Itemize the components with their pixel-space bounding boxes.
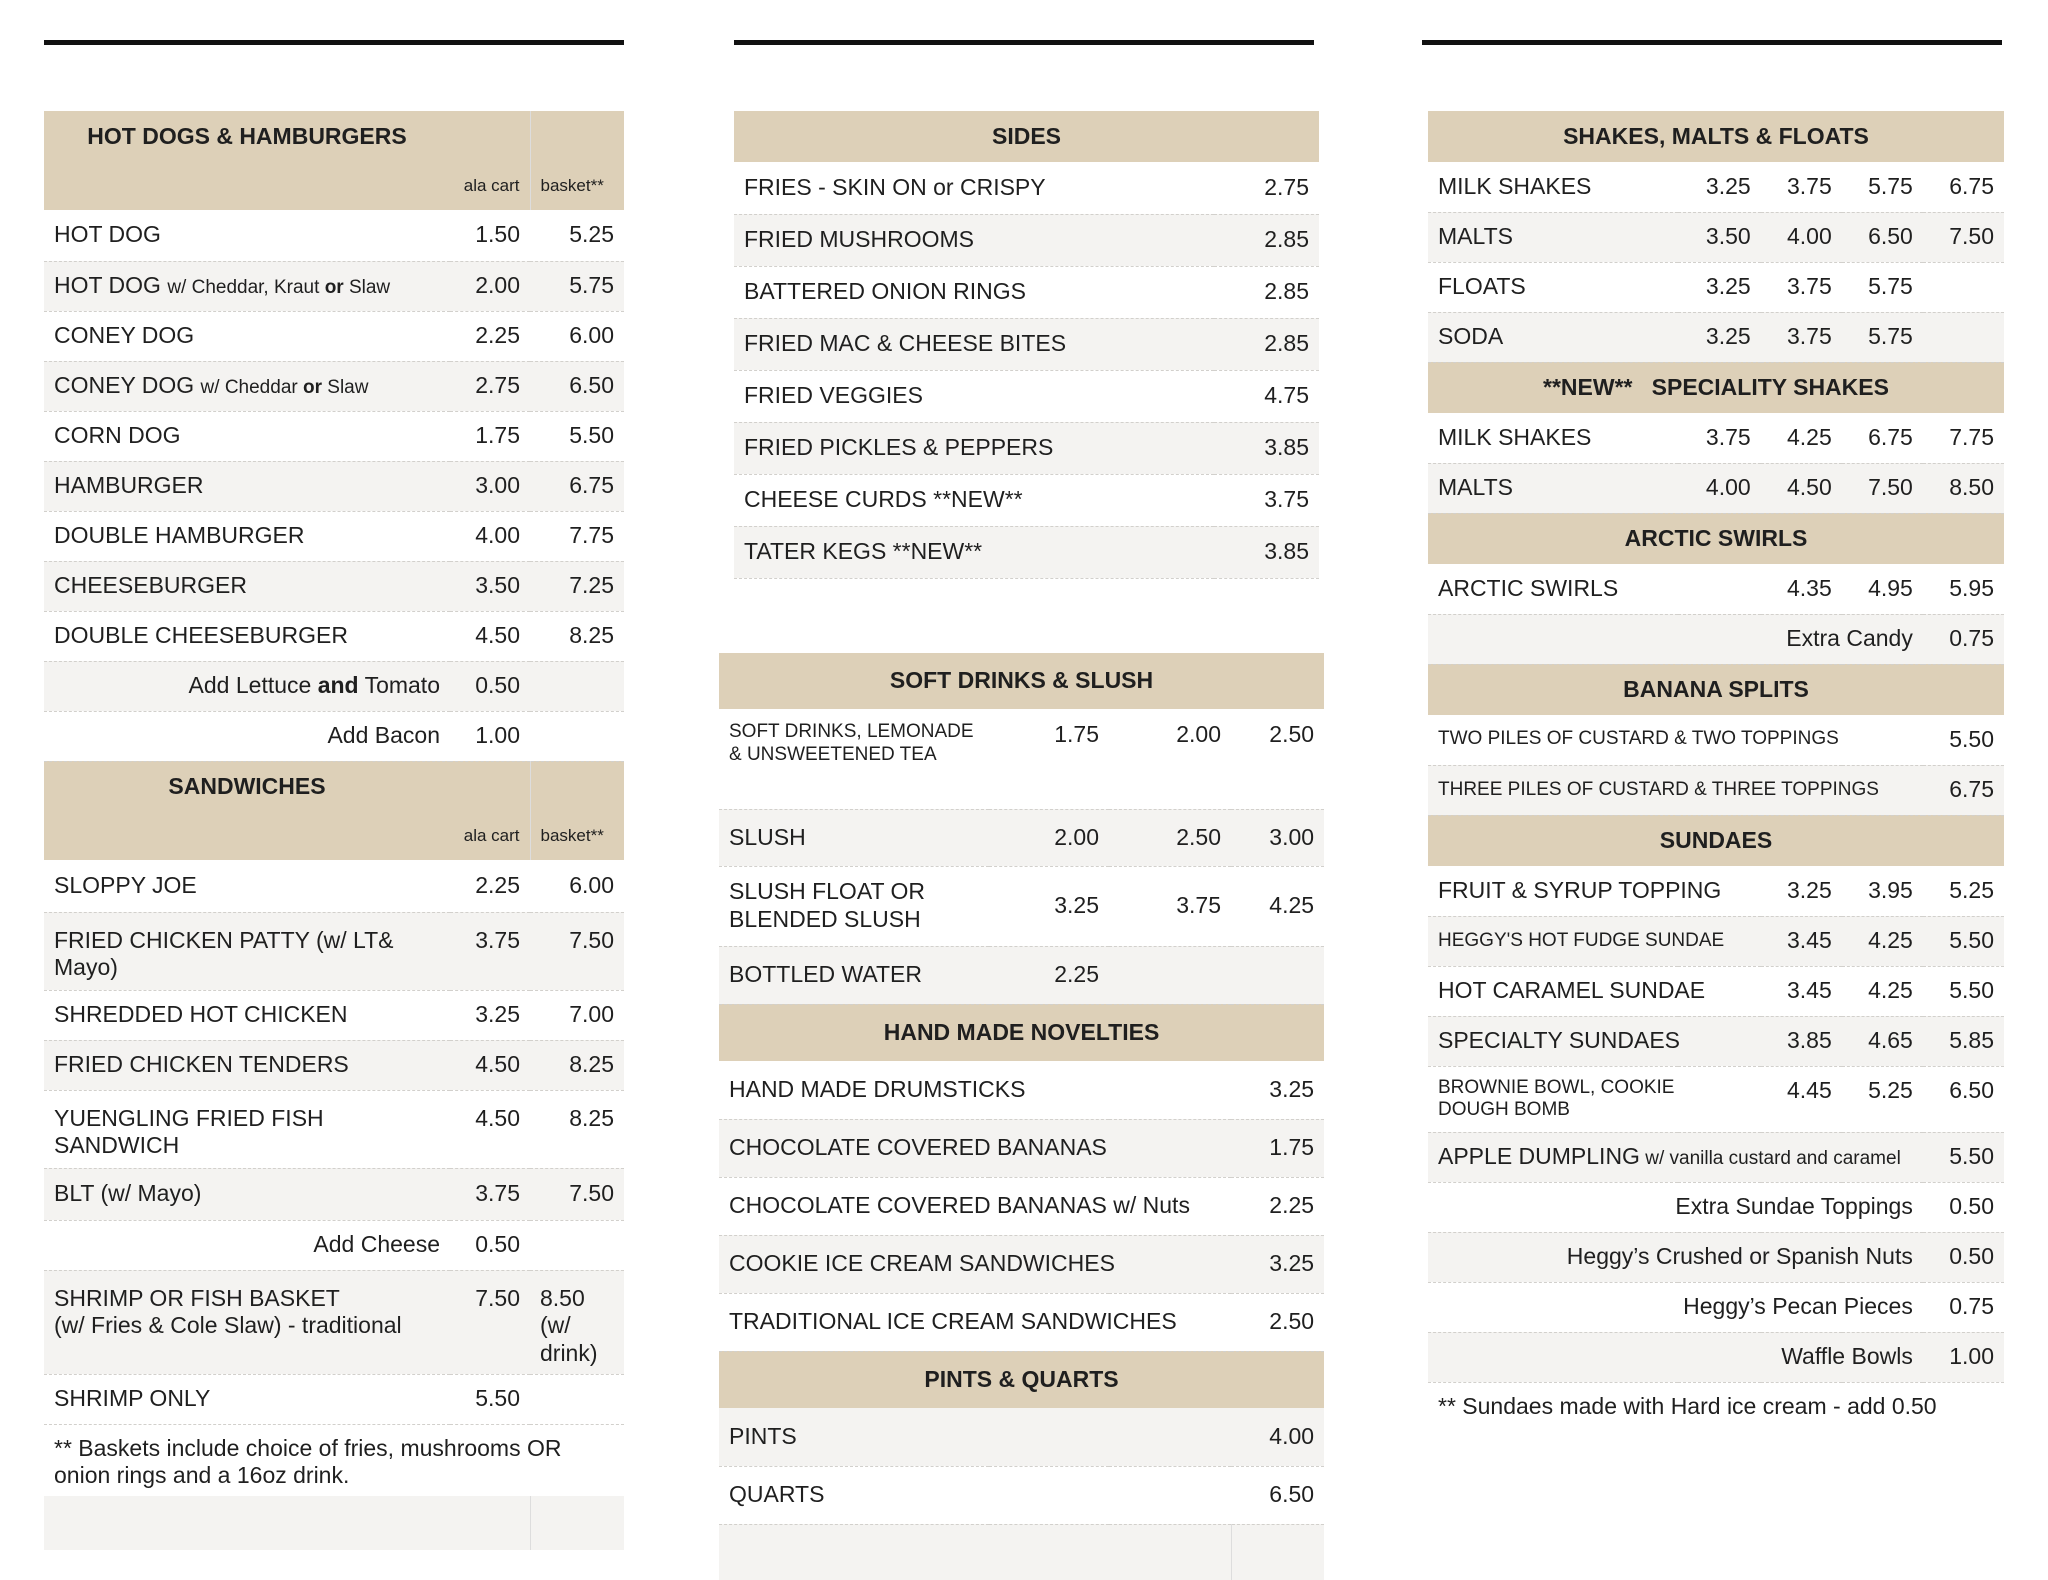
item-name: ARCTIC SWIRLS: [1428, 564, 1761, 614]
item-price-ala: 2.25: [450, 860, 530, 912]
item-name: FRIES - SKIN ON or CRISPY: [734, 162, 1214, 214]
item-price: 2.75: [1214, 162, 1319, 214]
banana-header: [1428, 664, 2004, 715]
item-option-or: or: [324, 277, 344, 299]
menu-item: [734, 214, 1319, 266]
item-price-basket: 6.00: [530, 860, 624, 912]
item-price: 1.75: [1231, 1119, 1324, 1177]
item-price-ala: 3.00: [450, 461, 530, 511]
item-name: SODA: [1428, 312, 1678, 362]
menu-item: [719, 1061, 1324, 1119]
item-name: CHEESEBURGER: [44, 561, 450, 611]
item-price-basket: 6.00: [530, 311, 624, 361]
pints-header: [719, 1351, 1324, 1408]
item-price-ala: 3.75: [450, 912, 530, 990]
section-title: SANDWICHES: [44, 761, 450, 812]
item-name: SHREDDED HOT CHICKEN: [44, 990, 450, 1040]
menu-item: [734, 162, 1319, 214]
column-shakes-sundaes: [1428, 111, 2004, 1432]
item-price: 3.75: [1214, 474, 1319, 526]
section-title: HOT DOGS & HAMBURGERS: [44, 111, 450, 162]
item-price-3: 5.75: [1842, 162, 1923, 212]
sides-header: [734, 111, 1319, 162]
item-price-2: 3.75: [1761, 162, 1842, 212]
item-price-3: 5.75: [1842, 262, 1923, 312]
item-price-ala: 5.50: [450, 1374, 530, 1424]
menu-item: [44, 461, 624, 511]
item-price-2: 3.75: [1761, 312, 1842, 362]
sides-table: [734, 111, 1319, 579]
item-option: Slaw: [343, 277, 391, 299]
addon-name: Extra Candy: [1428, 614, 1923, 664]
item-name: FRUIT & SYRUP TOPPING: [1428, 866, 1761, 916]
section-title: SUNDAES: [1428, 815, 2004, 866]
item-price-4: 7.75: [1923, 413, 2004, 463]
addon-price: 0.50: [1923, 1182, 2004, 1232]
menu-item: [734, 422, 1319, 474]
item-name: MALTS: [1428, 463, 1678, 513]
column-labels: [44, 812, 624, 860]
item-name: FRIED CHICKEN PATTY (w/ LT& Mayo): [44, 912, 450, 990]
item-price-ala: 3.75: [450, 1168, 530, 1220]
item-price-basket: 5.50: [530, 411, 624, 461]
item-price-medium: 2.00: [1109, 709, 1231, 809]
menu-item: [734, 266, 1319, 318]
item-name: BATTERED ONION RINGS: [734, 266, 1214, 318]
item-name: [44, 261, 450, 311]
item-title: APPLE DUMPLING: [1438, 1143, 1640, 1170]
menu-item: [44, 990, 624, 1040]
item-name: SLUSH FLOAT OR BLENDED SLUSH: [719, 866, 989, 946]
menu-item: [1428, 1016, 2004, 1066]
item-price-4: 6.75: [1923, 162, 2004, 212]
section-title: PINTS & QUARTS: [719, 1351, 1324, 1408]
item-price-ala: 7.50: [450, 1270, 530, 1374]
item-name: FRIED MUSHROOMS: [734, 214, 1214, 266]
item-price-basket: 6.75: [530, 461, 624, 511]
item-name: HEGGY'S HOT FUDGE SUNDAE: [1428, 916, 1761, 966]
item-price-3: 5.95: [1923, 564, 2004, 614]
item-name: HOT DOG: [44, 210, 450, 261]
item-name: DOUBLE HAMBURGER: [44, 511, 450, 561]
item-title: CONEY DOG: [54, 372, 195, 399]
top-rule-left: [44, 40, 624, 45]
item-name: HAND MADE DRUMSTICKS: [719, 1061, 1231, 1119]
item-price: 2.50: [1231, 1293, 1324, 1351]
item-price-2: 5.25: [1842, 1066, 1923, 1132]
item-name: BROWNIE BOWL, COOKIE DOUGH BOMB: [1428, 1066, 1761, 1132]
item-price-ala: 4.50: [450, 1040, 530, 1090]
soft-drinks-header: [719, 653, 1324, 709]
item-price: 3.85: [1214, 422, 1319, 474]
sundaes-header: [1428, 815, 2004, 866]
item-name: CONEY DOG: [44, 311, 450, 361]
shakes-table: [1428, 111, 2004, 1432]
menu-item: [44, 1090, 624, 1168]
item-description: (w/ Fries & Cole Slaw) - traditional: [54, 1312, 402, 1339]
item-price-3: 6.50: [1842, 212, 1923, 262]
menu-item: [734, 370, 1319, 422]
item-name: YUENGLING FRIED FISH SANDWICH: [44, 1090, 450, 1168]
item-price-ala: 4.00: [450, 511, 530, 561]
item-price-medium: 3.75: [1109, 866, 1231, 946]
menu-item: [719, 866, 1324, 946]
menu-item: [1428, 212, 2004, 262]
item-name: SOFT DRINKS, LEMONADE & UNSWEETENED TEA: [719, 709, 989, 809]
addon-name: Heggy’s Pecan Pieces: [1428, 1282, 1923, 1332]
menu-item: [719, 1466, 1324, 1524]
item-price-small: 2.25: [989, 946, 1109, 1004]
menu-item: [734, 474, 1319, 526]
item-price-3: 6.50: [1923, 1066, 2004, 1132]
item-price-ala: 1.75: [450, 411, 530, 461]
item-name: FRIED MAC & CHEESE BITES: [734, 318, 1214, 370]
item-name: BLT (w/ Mayo): [44, 1168, 450, 1220]
section-title: SOFT DRINKS & SLUSH: [719, 653, 1324, 709]
item-price: 6.75: [1923, 765, 2004, 815]
item-price-basket: 8.25: [530, 1090, 624, 1168]
item-name: SPECIALTY SUNDAES: [1428, 1016, 1761, 1066]
item-price-ala: 3.50: [450, 561, 530, 611]
item-price-3: 5.25: [1923, 866, 2004, 916]
menu-item: [44, 860, 624, 912]
column-hot-dogs-sandwiches: [44, 111, 624, 1550]
item-price-1: 3.25: [1678, 262, 1761, 312]
menu-item: [1428, 312, 2004, 362]
item-description: w/ vanilla custard and caramel: [1639, 1148, 1901, 1170]
item-name: MALTS: [1428, 212, 1678, 262]
item-price-1: 4.00: [1678, 463, 1761, 513]
item-name: SLOPPY JOE: [44, 860, 450, 912]
filler-row: [44, 1496, 624, 1550]
item-price-ala: 2.75: [450, 361, 530, 411]
column-sides: [734, 111, 1319, 579]
item-price-1: 4.45: [1761, 1066, 1842, 1132]
menu-item: [44, 261, 624, 311]
menu-item: [1428, 262, 2004, 312]
ala-cart-label: ala cart: [450, 162, 530, 210]
menu-item: [44, 210, 624, 261]
item-name: TWO PILES OF CUSTARD & TWO TOPPINGS: [1428, 715, 1923, 765]
menu-item: [1428, 463, 2004, 513]
item-name: SLUSH: [719, 809, 989, 866]
item-price-2: 4.25: [1761, 413, 1842, 463]
item-name: FLOATS: [1428, 262, 1678, 312]
menu-item: [44, 361, 624, 411]
addon-price: 0.75: [1923, 614, 2004, 664]
item-price-basket: 7.00: [530, 990, 624, 1040]
item-price-ala: 2.00: [450, 261, 530, 311]
item-name: HAMBURGER: [44, 461, 450, 511]
item-price: 2.25: [1231, 1177, 1324, 1235]
menu-item: [719, 946, 1324, 1004]
addon-name: Heggy’s Crushed or Spanish Nuts: [1428, 1232, 1923, 1282]
item-price-2: 3.75: [1761, 262, 1842, 312]
shakes-header: [1428, 111, 2004, 162]
item-price-2: 3.95: [1842, 866, 1923, 916]
addon-price: 0.50: [1923, 1232, 2004, 1282]
item-name: TATER KEGS **NEW**: [734, 526, 1214, 578]
menu-item: [1428, 916, 2004, 966]
item-name: FRIED CHICKEN TENDERS: [44, 1040, 450, 1090]
column-drinks-novelties: [719, 653, 1324, 1580]
novelties-header: [719, 1004, 1324, 1061]
basket-label: basket**: [530, 162, 624, 210]
item-price-1: 4.35: [1761, 564, 1842, 614]
item-price-1: 3.45: [1761, 966, 1842, 1016]
menu-item: [719, 709, 1324, 809]
item-price-ala: 4.50: [450, 611, 530, 661]
menu-item: [734, 318, 1319, 370]
menu-item: [1428, 1066, 2004, 1132]
soft-drinks-table: [719, 653, 1324, 1580]
hot-dogs-hamburgers-table: [44, 111, 624, 1550]
item-price-4: 7.50: [1923, 212, 2004, 262]
item-price: 5.50: [1923, 1132, 2004, 1182]
item-price-4: 8.50: [1923, 463, 2004, 513]
item-price-small: 1.75: [989, 709, 1109, 809]
section-title: BANANA SPLITS: [1428, 664, 2004, 715]
item-price-medium: 2.50: [1109, 809, 1231, 866]
menu-item: [1428, 866, 2004, 916]
top-rule-center: [734, 40, 1314, 45]
menu-item: [44, 1040, 624, 1090]
item-price: 6.50: [1231, 1466, 1324, 1524]
addon-price: 1.00: [1923, 1332, 2004, 1382]
item-price-1: 3.50: [1678, 212, 1761, 262]
item-price-3: 7.50: [1842, 463, 1923, 513]
addon-price: 0.50: [450, 661, 530, 711]
menu-addon: [44, 661, 624, 711]
item-option: Slaw: [322, 377, 369, 399]
section-title: **NEW** SPECIALITY SHAKES: [1428, 362, 2004, 413]
menu-item: [719, 809, 1324, 866]
addon-name: Waffle Bowls: [1428, 1332, 1923, 1382]
menu-item: [44, 1374, 624, 1424]
item-price-2: 4.65: [1842, 1016, 1923, 1066]
menu-item: [1428, 413, 2004, 463]
item-price: 4.75: [1214, 370, 1319, 422]
item-name: HOT CARAMEL SUNDAE: [1428, 966, 1761, 1016]
item-name: MILK SHAKES: [1428, 413, 1678, 463]
item-price-1: 3.75: [1678, 413, 1761, 463]
item-price: 3.25: [1231, 1061, 1324, 1119]
sundae-footnote: ** Sundaes made with Hard ice cream - add 0.50: [1438, 1392, 1937, 1419]
addon-text: Add Lettuce: [188, 672, 318, 699]
menu-item: [719, 1177, 1324, 1235]
basket-label: basket**: [530, 812, 624, 860]
item-price-1: 3.25: [1678, 162, 1761, 212]
item-price-small: 2.00: [989, 809, 1109, 866]
menu-item: [719, 1119, 1324, 1177]
menu-item: [1428, 162, 2004, 212]
addon-name: Extra Sundae Toppings: [1428, 1182, 1923, 1232]
item-title: HOT DOG: [54, 272, 161, 299]
item-name: SHRIMP ONLY: [44, 1374, 450, 1424]
menu-item: [44, 561, 624, 611]
item-name: QUARTS: [719, 1466, 1231, 1524]
section-title: ARCTIC SWIRLS: [1428, 513, 2004, 564]
menu-item: [44, 411, 624, 461]
item-name: CHOCOLATE COVERED BANANAS: [719, 1119, 1231, 1177]
item-price-basket: 8.50 (w/ drink): [530, 1270, 624, 1374]
top-rule-right: [1422, 40, 2002, 45]
item-price-2: 4.00: [1761, 212, 1842, 262]
item-price-ala: 4.50: [450, 1090, 530, 1168]
item-price-2: 4.50: [1761, 463, 1842, 513]
sandwiches-header: [44, 761, 624, 812]
item-price-1: 3.45: [1761, 916, 1842, 966]
item-price-3: 5.75: [1842, 312, 1923, 362]
menu-item: [719, 1235, 1324, 1293]
item-price-3: 5.50: [1923, 966, 2004, 1016]
section-title: SHAKES, MALTS & FLOATS: [1428, 111, 2004, 162]
ala-cart-label: ala cart: [450, 812, 530, 860]
item-name: TRADITIONAL ICE CREAM SANDWICHES: [719, 1293, 1231, 1351]
item-price-2: 4.25: [1842, 966, 1923, 1016]
item-price-small: 3.25: [989, 866, 1109, 946]
menu-addon: [1428, 614, 2004, 664]
menu-item: [44, 912, 624, 990]
basket-footnote-row: [44, 1424, 624, 1496]
speciality-header: [1428, 362, 2004, 413]
item-name: [1428, 1132, 1923, 1182]
menu-addon: [1428, 1182, 2004, 1232]
item-price-1: 3.25: [1761, 866, 1842, 916]
item-price-large: 4.25: [1231, 866, 1324, 946]
menu-item: [1428, 966, 2004, 1016]
menu-item: [44, 311, 624, 361]
addon-name: [44, 661, 450, 711]
column-labels: [44, 162, 624, 210]
item-price-1: 3.85: [1761, 1016, 1842, 1066]
menu-item: [44, 1168, 624, 1220]
item-price: 5.50: [1923, 715, 2004, 765]
item-price-basket: 7.50: [530, 1168, 624, 1220]
item-name: FRIED VEGGIES: [734, 370, 1214, 422]
basket-footnote: ** Baskets include choice of fries, mushrooms OR onion rings and a 16oz drink.: [54, 1434, 562, 1489]
menu-item: [734, 526, 1319, 578]
item-price-1: 3.25: [1678, 312, 1761, 362]
item-price: 2.85: [1214, 214, 1319, 266]
item-price-2: 4.25: [1842, 916, 1923, 966]
item-title: SHRIMP OR FISH BASKET: [54, 1284, 340, 1311]
menu-addon: [44, 1220, 624, 1270]
item-name: CORN DOG: [44, 411, 450, 461]
item-price-3: 5.50: [1923, 916, 2004, 966]
item-price-ala: 1.50: [450, 210, 530, 261]
arctic-header: [1428, 513, 2004, 564]
menu-item: [1428, 715, 2004, 765]
item-price-basket: 6.50: [530, 361, 624, 411]
menu-addon: [1428, 1332, 2004, 1382]
item-price: 4.00: [1231, 1408, 1324, 1466]
item-price-ala: 3.25: [450, 990, 530, 1040]
item-price-basket: 7.75: [530, 511, 624, 561]
menu-item: [719, 1408, 1324, 1466]
item-name: CHOCOLATE COVERED BANANAS w/ Nuts: [719, 1177, 1231, 1235]
item-price-basket: 8.25: [530, 1040, 624, 1090]
item-price: 3.85: [1214, 526, 1319, 578]
item-name: COOKIE ICE CREAM SANDWICHES: [719, 1235, 1231, 1293]
addon-price: 0.75: [1923, 1282, 2004, 1332]
menu-item: [1428, 1132, 2004, 1182]
item-price-large: 2.50: [1231, 709, 1324, 809]
item-price: 2.85: [1214, 318, 1319, 370]
menu-addon: [1428, 1232, 2004, 1282]
filler-row: [719, 1524, 1324, 1580]
menu-item: [1428, 765, 2004, 815]
hot-dogs-header: [44, 111, 624, 162]
item-price-basket: 5.75: [530, 261, 624, 311]
addon-name: Add Cheese: [44, 1220, 450, 1270]
addon-price: 1.00: [450, 711, 530, 761]
item-name: BOTTLED WATER: [719, 946, 989, 1004]
item-price-basket: 7.50: [530, 912, 624, 990]
menu-item: [719, 1293, 1324, 1351]
item-price-2: 4.95: [1842, 564, 1923, 614]
item-price-basket: 5.25: [530, 210, 624, 261]
item-option-or: or: [303, 377, 322, 399]
menu-item: [1428, 564, 2004, 614]
item-name: DOUBLE CHEESEBURGER: [44, 611, 450, 661]
item-price: 3.25: [1231, 1235, 1324, 1293]
menu-item: [44, 611, 624, 661]
item-price-3: 5.85: [1923, 1016, 2004, 1066]
item-name: THREE PILES OF CUSTARD & THREE TOPPINGS: [1428, 765, 1923, 815]
section-title: HAND MADE NOVELTIES: [719, 1004, 1324, 1061]
item-price-ala: 2.25: [450, 311, 530, 361]
item-price-3: 6.75: [1842, 413, 1923, 463]
menu-item: [44, 511, 624, 561]
item-option: w/ Cheddar, Kraut: [167, 277, 325, 299]
item-name: CHEESE CURDS **NEW**: [734, 474, 1214, 526]
item-name: [44, 1270, 450, 1374]
addon-price: 0.50: [450, 1220, 530, 1270]
item-price-basket: 7.25: [530, 561, 624, 611]
item-name: [44, 361, 450, 411]
addon-text: Tomato: [358, 672, 440, 699]
item-name: MILK SHAKES: [1428, 162, 1678, 212]
addon-name: Add Bacon: [44, 711, 450, 761]
addon-and: and: [317, 672, 359, 699]
section-title: SIDES: [734, 111, 1319, 162]
item-price-basket: 8.25: [530, 611, 624, 661]
item-price-large: 3.00: [1231, 809, 1324, 866]
menu-addon: [44, 711, 624, 761]
item-name: FRIED PICKLES & PEPPERS: [734, 422, 1214, 474]
menu-item: [44, 1270, 624, 1374]
item-option: w/ Cheddar: [200, 377, 303, 399]
item-price: 2.85: [1214, 266, 1319, 318]
menu-addon: [1428, 1282, 2004, 1332]
sundae-footnote-row: [1428, 1382, 2004, 1432]
item-name: PINTS: [719, 1408, 1231, 1466]
